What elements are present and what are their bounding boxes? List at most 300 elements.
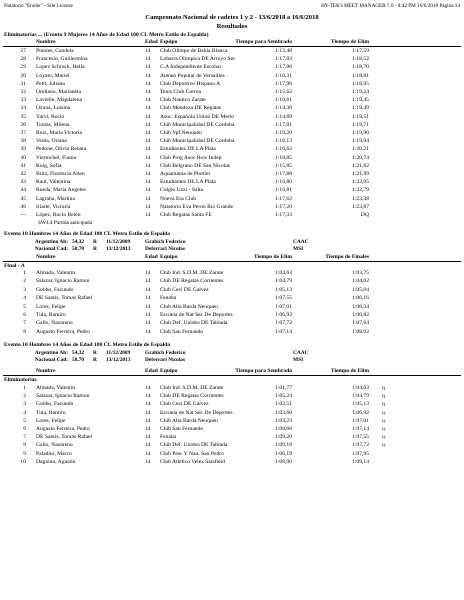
age-cell: 14 [145,195,151,202]
age-cell: 14 [145,105,151,112]
col-prelim-time: Tiempo de Elim [253,254,292,260]
time1-cell: 1:15,85 [275,162,292,169]
section2-subheading: Final - A [4,263,25,269]
header-license: Natatorio "Enoler" - Site License [4,3,73,9]
time1-cell: 1:01,77 [275,385,292,391]
time2-cell: 1:04,63 [352,385,369,391]
name-cell: Petit, Juliana [36,80,65,87]
place-cell: 5 [23,417,26,424]
record-date: 13/12/2013 [106,357,131,363]
col-prelim-time: Tiempo de Elim [330,39,369,45]
time1-cell: 1:03,60 [275,409,292,416]
time1-cell: 1:13,48 [275,48,292,54]
time1-cell: 1:14,30 [275,105,292,112]
name-cell: Pedone, Olivia Renata [36,146,87,153]
place-cell: 38 [20,138,26,145]
name-cell: Gallo, Nazareno [36,320,73,327]
name-cell: Lagraba, Martina [36,195,75,202]
table-row [0,312,464,320]
place-cell: 5 [23,303,26,310]
place-cell: 4 [23,295,26,302]
time2-cell: 1:07,14 [352,426,369,432]
age-cell: 14 [145,303,151,310]
time1-cell: 1:19,20 [275,130,292,136]
table-row [0,401,464,409]
record-label: Argentino Ab: [34,239,68,245]
place-cell: 31 [20,80,26,87]
qualifier-cell: q [382,417,385,424]
name-cell: Britz, Florencia Allen [36,171,85,177]
team-cell: Estudiantes DE LA Plata [160,146,216,153]
name-cell: Gallo, Nazareno [36,442,73,449]
record-label: Nacional Cad: [34,246,68,252]
record-flag: R [93,350,97,356]
name-cell: Augusto Ferreira, Pedro [36,328,90,335]
place-cell: 10 [20,458,26,465]
table-row [0,81,464,89]
time2-cell: 1:07,95 [352,450,369,457]
age-cell: 14 [145,393,151,400]
team-cell: Fenaba [160,295,177,302]
place-cell: 7 [23,320,26,327]
table-row [0,204,464,212]
record-time: 54,32 [72,350,85,356]
table-row [0,385,464,393]
place-cell: 2 [23,393,26,400]
age-cell: 14 [145,328,151,335]
team-cell: Club DE Regatas Corrientes [160,393,224,400]
time2-cell: 1:18,70 [352,64,369,71]
page-title: Campeonato Nacional de cadetes 1 y 2 - 13/6/2018 a 16/6/2018 [145,14,319,21]
time2-cell: 1:06,16 [352,295,369,302]
qualifier-cell: q [382,442,385,449]
age-cell: 14 [145,450,151,457]
place-cell: 1 [23,270,26,276]
record-label: Argentino Ab: [34,350,68,356]
qualifier-cell: q [382,401,385,408]
time2-cell: 1:22,05 [352,179,369,186]
team-cell: Escuela de Nat Sec De Deportes [160,409,233,416]
table-row [0,278,464,286]
name-cell: Lavielle, Magdalena [36,97,82,104]
time2-cell: 1:06,34 [352,303,369,310]
time1-cell: 1:07,14 [275,328,292,335]
team-cell: Club Ind. S.D.M. DE Zarate [160,270,224,276]
time1-cell: 1:17,33 [275,212,292,218]
record-club: MSI [293,246,304,252]
time1-cell: 1:14,89 [275,113,292,120]
time1-cell: 1:07,72 [275,320,292,327]
time2-cell: 1:19,90 [352,130,369,136]
time1-cell: 1:09,18 [275,442,292,449]
name-cell: Loyato, Mariel [36,72,70,79]
time2-cell: 1:22,79 [352,187,369,194]
place-cell: 30 [20,72,26,79]
table-row [0,138,464,146]
col-name: Nombre [36,254,56,260]
name-cell: Gobbo, Facundo [36,286,74,293]
place-cell: 46 [20,203,26,210]
name-cell: Francesio, Guillermina [36,56,88,63]
header-software: HY-TEK's MEET MANAGER 7.0 - 8:42 PM 16/6/2018 Página 14 [321,3,460,9]
table-row [0,212,464,220]
team-cell: Club Municipalidad DE Cordoba [160,121,235,128]
table-row [0,410,464,418]
name-cell: Iriarte, Victoria [36,203,71,210]
time2-cell: 1:06,82 [352,312,369,318]
team-cell: Club Def. Unidos DE Tablada [160,320,228,327]
record-holder: Deferrari Nicolas [145,246,185,252]
team-cell: Natatorio Eva Peron Rio Grande [160,203,234,210]
age-cell: 14 [145,113,151,120]
time1-cell: 1:04,79 [275,278,292,285]
col-final-time: Tiempo de Finales [325,254,369,260]
page-subtitle: Resultados [216,23,248,30]
place-cell: 37 [20,130,26,136]
team-cell: Escuela de Nat Sec De Deportes [160,312,233,318]
divider [3,46,461,47]
age-cell: 14 [145,64,151,71]
place-cell: 42 [20,171,26,177]
age-cell: 14 [145,417,151,424]
age-cell: 14 [145,154,151,161]
time2-cell: 1:23,38 [352,195,369,202]
record-flag: R [93,246,97,252]
time1-cell: 1:17,06 [275,64,292,71]
name-cell: Rueda, Maria Angeles [36,187,86,194]
table-row [0,295,464,303]
team-cell: Club Belgrano DE San Nicolas [160,162,230,169]
qualifier-cell: q [382,385,385,391]
time1-cell: 1:06,19 [275,450,292,457]
time2-cell: 1:07,72 [352,442,369,449]
table-row [0,179,464,187]
time1-cell: 1:17,01 [275,121,292,128]
place-cell: 27 [20,48,26,54]
time1-cell: 1:03,23 [275,417,292,424]
age-cell: 14 [145,212,151,218]
age-cell: 14 [145,286,151,293]
team-cell: Club Prog Asoc Row Indep [160,154,222,161]
team-cell: Club Pesc Y Nau. San Pedro [160,450,224,457]
age-cell: 14 [145,130,151,136]
age-cell: 14 [145,434,151,441]
age-cell: 14 [145,121,151,128]
age-cell: 14 [145,442,151,449]
table-row [0,393,464,401]
name-cell: DE Santis, Tomas Rafael [36,434,93,441]
team-cell: Colgio Uzzi - Salta [160,187,204,194]
time2-cell: 1:20,74 [352,154,369,161]
name-cell: Lores, Felipe [36,303,66,310]
team-cell: Club Municipalidad DE Cordoba [160,138,235,145]
time1-cell: 1:16,61 [275,97,292,104]
time2-cell: 1:20,21 [352,146,369,153]
age-cell: 14 [145,409,151,416]
time2-cell: 1:04,02 [352,278,369,285]
name-cell: Ozuna, Luisina [36,105,71,112]
name-cell: Almada, Valentin [36,270,76,276]
time1-cell: 1:05,13 [275,286,292,293]
time1-cell: 1:16,31 [275,72,292,79]
name-cell: Viernichel, Fiama [36,154,77,161]
time1-cell: 1:02,51 [275,401,292,408]
team-cell: Lobarra Olimpica DE Arroyo Sec [160,56,236,63]
divider [3,375,461,376]
time2-cell: 1:19,51 [352,113,369,120]
col-seed-time: Tiempo para Sembrado [235,368,292,374]
col-team: Equipo [160,39,178,45]
age-cell: 14 [145,385,151,391]
place-cell: 9 [23,450,26,457]
team-cell: Estudiantes DE LA Plata [160,179,216,186]
place-cell: 8 [23,328,26,335]
table-row [0,146,464,154]
team-cell: Aquamania de Plottier [160,171,211,177]
age-cell: 14 [145,320,151,327]
team-cell: Club Deportivo Hispano A [160,80,221,87]
age-cell: 14 [145,187,151,194]
table-row [0,287,464,295]
time1-cell: 1:18,85 [275,154,292,161]
age-cell: 14 [145,146,151,153]
team-cell: Ateneo Popular de Versailles [160,72,225,79]
table-row [0,320,464,328]
time2-cell: 1:06,92 [352,409,369,416]
age-cell: 14 [145,270,151,276]
age-cell: 14 [145,179,151,186]
table-row [0,73,464,81]
record-date: 13/12/2013 [106,246,131,252]
time2-cell: 1:04,79 [352,393,369,400]
time1-cell: 1:17,03 [275,56,292,63]
team-cell: Club Regatas Santa FE [160,212,212,218]
name-cell: Augusto Ferreira, Pedro [36,426,90,432]
table-row [0,426,464,434]
age-cell: 14 [145,56,151,63]
time2-cell: 1:18,81 [352,72,369,79]
time1-cell: 1:16,81 [275,187,292,194]
time1-cell: 1:18,13 [275,138,292,145]
time2-cell: 1:08,02 [352,328,369,335]
col-team: Equipo [160,368,178,374]
table-row [0,155,464,163]
name-cell: Ruiz, María Victoria [36,130,83,136]
age-cell: 14 [145,295,151,302]
team-cell: Asoc. Española Union DE Merlo [160,113,235,120]
team-cell: Club San Fernando [160,328,204,335]
name-cell: DE Santis, Tomas Rafael [36,295,93,302]
place-cell: 28 [20,56,26,63]
record-club: CAAC [293,239,309,245]
time2-cell: 1:05,13 [352,401,369,408]
place-cell: 6 [23,426,26,432]
table-row [0,122,464,130]
table-row [0,196,464,204]
age-cell: 14 [145,278,151,285]
record-club: CAAC [293,350,309,356]
team-cell: Club Ceci DE Galvez [160,286,209,293]
place-cell: 39 [20,146,26,153]
age-cell: 14 [145,97,151,104]
team-cell: Nueva Era Club [160,195,197,202]
place-cell: 34 [20,105,26,112]
table-row [0,56,464,64]
col-name: Nombre [36,39,56,45]
place-cell: 41 [20,162,26,169]
time1-cell: 1:17,62 [275,195,292,202]
age-cell: 14 [145,171,151,177]
section1-heading: Eliminatorias ... (Evento 9 Mujeres 14 Años de Edad 100 CL Metro Estilo de Espalda) [4,32,209,38]
table-row [0,163,464,171]
place-cell: 1 [23,385,26,391]
place-cell: 33 [20,97,26,104]
age-cell: 14 [145,203,151,210]
table-row [0,171,464,179]
name-cell: Salazar, Ignacio Ramon [36,393,90,400]
place-cell: 32 [20,89,26,95]
record-holder: Deferrari Nicolas [145,357,185,363]
time2-cell: 1:21,99 [352,171,369,177]
name-cell: Tula, Ramiro [36,312,66,318]
age-cell: 14 [145,162,151,169]
time1-cell: 1:08,66 [275,426,292,432]
team-cell: Club Def. Unidos DE Tablada [160,442,228,449]
table-row [0,114,464,122]
record-time: 54,32 [72,239,85,245]
time2-cell: 1:19,24 [352,89,369,95]
name-cell: Paladini, Marco [36,450,72,457]
time1-cell: 1:04,63 [275,270,292,276]
time1-cell: 1:07,01 [275,303,292,310]
table-row [0,451,464,459]
time2-cell: 1:18,95 [352,80,369,87]
place-cell: 43 [20,179,26,186]
team-cell: Club Nautico Zarate [160,97,206,104]
place-cell: 36 [20,121,26,128]
record-holder: Grabich Federico [145,239,186,245]
qualifier-cell: q [382,426,385,432]
qualifier-cell: q [382,409,385,416]
name-cell: Yarvi, Rocio [36,113,65,120]
age-cell: 14 [145,89,151,95]
col-name: Nombre [36,368,56,374]
time2-cell: 1:23,87 [352,203,369,210]
name-cell: Pomies, Candela [36,48,74,54]
table-row [0,187,464,195]
age-cell: 14 [145,138,151,145]
name-cell: Orellano, Marianela [36,89,82,95]
place-cell: 3 [23,401,26,408]
dq-note: SW4.4 Partida anticipada [38,220,92,226]
time2-cell: 1:18,52 [352,56,369,63]
place-cell: 40 [20,154,26,161]
team-cell: Club San Fernando [160,426,204,432]
time2-cell: 1:05,04 [352,286,369,293]
time2-cell: 1:17,59 [352,48,369,54]
table-row [0,434,464,442]
time2-cell: 1:07,55 [352,434,369,441]
record-flag: R [93,357,97,363]
place-cell: 45 [20,195,26,202]
name-cell: López, Rocio Belén [36,212,81,218]
name-cell: Tula, Ramiro [36,409,66,416]
time2-cell: 1:07,64 [352,320,369,327]
name-cell: Salazar, Ignacio Ramon [36,278,90,285]
col-prelim-time: Tiempo de Elim [330,368,369,374]
time1-cell: 1:16,80 [275,179,292,186]
age-cell: 14 [145,426,151,432]
record-label: Nacional Cad: [34,357,68,363]
record-time: 58,70 [72,357,85,363]
table-row [0,304,464,312]
place-cell: 6 [23,312,26,318]
time1-cell: 1:06,92 [275,312,292,318]
team-cell: Club Ceci DE Galvez [160,401,209,408]
place-cell: 44 [20,187,26,194]
place-cell: 4 [23,409,26,416]
place-cell: 35 [20,113,26,120]
divider [3,261,461,262]
record-flag: R [93,239,97,245]
name-cell: Roig, Sofia [36,162,62,169]
name-cell: Tomas, Milena [36,121,70,128]
time2-cell: 1:07,01 [352,417,369,424]
place-cell: --- [20,212,26,218]
table-row [0,442,464,450]
team-cell: Club Alta Barda Neuquen [160,303,218,310]
team-cell: Club Ind. S.D.M. DE Zarate [160,385,224,391]
time1-cell: 1:16,62 [275,146,292,153]
age-cell: 14 [145,401,151,408]
team-cell: Club Mendoza DE Regatas [160,105,222,112]
record-date: 11/12/2009 [106,350,131,356]
time2-cell: 1:03,75 [352,270,369,276]
table-row [0,270,464,278]
age-cell: 14 [145,458,151,465]
table-row [0,459,464,467]
team-cell: Club Atlético Velez Sarsfield [160,458,225,465]
col-age: Edad [145,254,158,260]
team-cell: Club Alta Barda Neuquen [160,417,218,424]
place-cell: 29 [20,64,26,71]
team-cell: Club Olimpo de Bahía Blanca [160,48,228,54]
table-row [0,48,464,56]
time2-cell: DQ [360,212,369,218]
record-club: MSI [293,357,304,363]
section3-subheading: Eliminatorias [4,377,37,383]
col-age: Edad [145,368,158,374]
time1-cell: 1:17,88 [275,171,292,177]
team-cell: Club Ypf Neuquén [160,130,202,136]
record-time: 58,70 [72,246,85,252]
record-holder: Grabich Federico [145,350,186,356]
name-cell: Vedia, Oriana [36,138,67,145]
age-cell: 14 [145,72,151,79]
place-cell: 7 [23,434,26,441]
time1-cell: 1:15,62 [275,89,292,95]
name-cell: Raul, Valentina [36,179,71,186]
age-cell: 14 [145,312,151,318]
table-row [0,97,464,105]
record-date: 11/12/2009 [106,239,131,245]
time2-cell: 1:19,71 [352,121,369,128]
time1-cell: 1:17,20 [275,203,292,210]
table-row [0,329,464,337]
team-cell: C.A Independiente Escobar [160,64,222,71]
time1-cell: 1:05,24 [275,393,292,400]
time2-cell: 1:19,49 [352,105,369,112]
